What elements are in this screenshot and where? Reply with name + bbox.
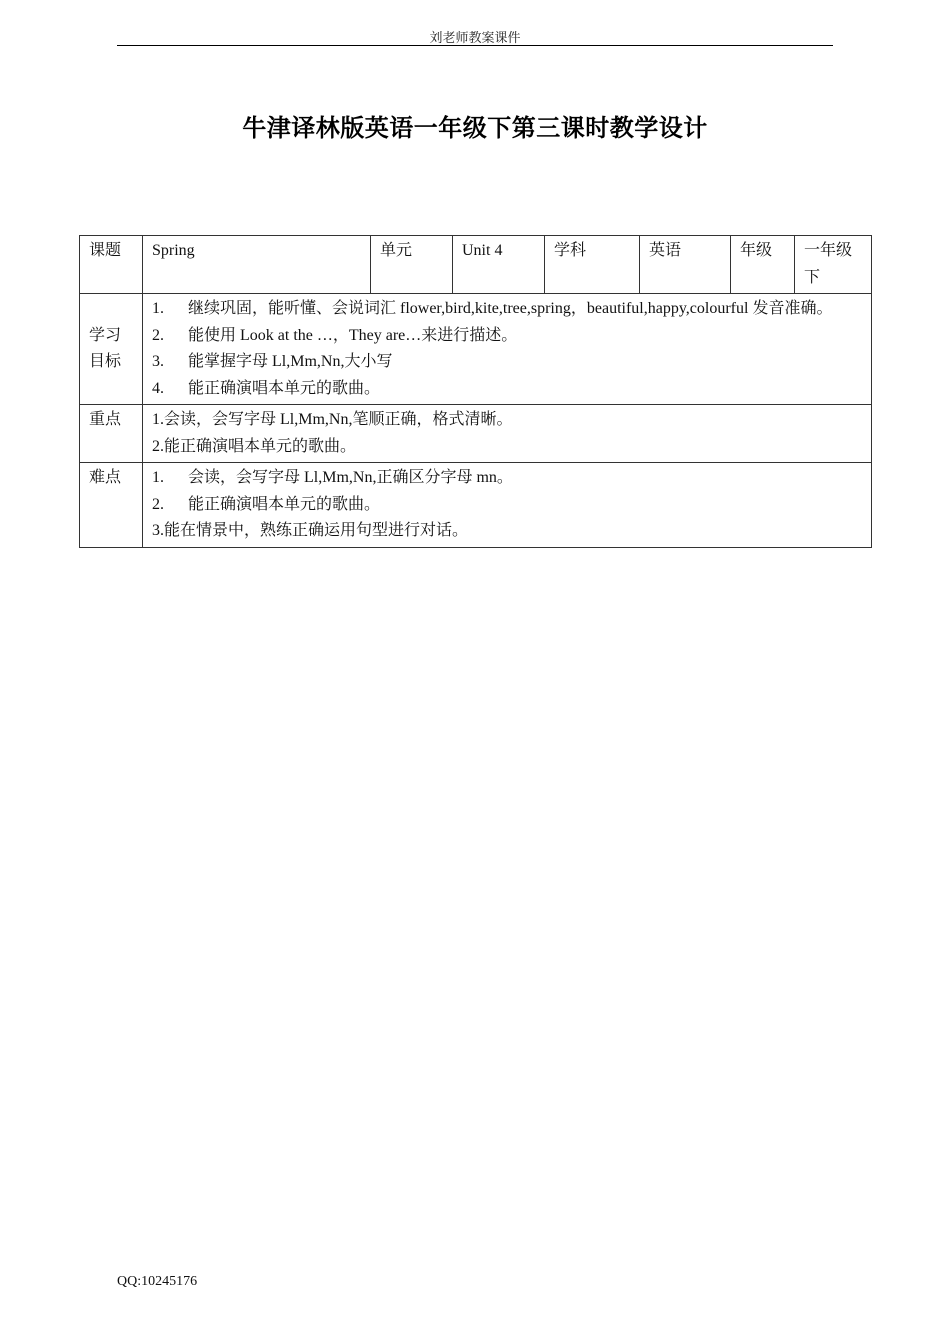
difficulties-content xyxy=(143,463,872,548)
subject-label: 学科 xyxy=(545,236,640,294)
header-rule xyxy=(117,45,833,46)
unit-value: Unit 4 xyxy=(453,236,545,294)
table-row xyxy=(80,236,872,294)
list-item: 2.能正确演唱本单元的歌曲。 xyxy=(152,437,357,455)
item-text: 能掌握字母 Ll,Mm,Nn,大小写 xyxy=(188,353,393,370)
key-points-content xyxy=(143,405,872,463)
item-text: 能使用 Look at the …，They are…来进行描述。 xyxy=(188,326,518,344)
item-number: 1. xyxy=(152,300,164,317)
list-item xyxy=(152,492,862,519)
document-title: 牛津译林版英语一年级下第三课时教学设计 xyxy=(242,114,708,142)
difficulties-label: 难点 xyxy=(80,463,143,548)
topic-value: Spring xyxy=(143,236,371,294)
item-number: 3. xyxy=(152,353,164,370)
list-item xyxy=(152,349,862,376)
table-row xyxy=(80,405,872,463)
item-text: 能正确演唱本单元的歌曲。 xyxy=(188,495,381,513)
table-row xyxy=(80,463,872,548)
item-number: 2. xyxy=(152,495,164,513)
item-text: 继续巩固，能听懂、会说词汇 flower,bird,kite,tree,spring，beautiful,happy,colourful 发音准确。 xyxy=(188,300,833,317)
unit-label: 单元 xyxy=(371,236,453,294)
grade-label: 年级 xyxy=(731,236,795,294)
item-text: 会读，会写字母 Ll,Mm,Nn,正确区分字母 mn。 xyxy=(188,469,513,486)
objectives-label: 学习目标 xyxy=(80,294,143,405)
grade-value: 一年级下 xyxy=(795,236,872,294)
item-number: 2. xyxy=(152,326,164,344)
subject-value: 英语 xyxy=(640,236,731,294)
list-item: 1.会读，会写字母 Ll,Mm,Nn,笔顺正确，格式清晰。 xyxy=(152,411,513,428)
item-text: 能正确演唱本单元的歌曲。 xyxy=(188,379,381,397)
item-number: 1. xyxy=(152,469,164,486)
page-footer: QQ:10245176 xyxy=(117,1274,198,1289)
list-item xyxy=(152,296,862,323)
key-points-label: 重点 xyxy=(80,405,143,463)
list-item: 3.能在情景中，熟练正确运用句型进行对话。 xyxy=(152,522,469,539)
topic-label: 课题 xyxy=(80,236,143,294)
page-header: 刘老师教案课件 xyxy=(429,30,521,45)
item-number: 4. xyxy=(152,379,164,397)
objectives-content xyxy=(143,294,872,405)
list-item xyxy=(152,376,862,403)
list-item xyxy=(152,323,862,350)
table-row xyxy=(80,294,872,405)
list-item xyxy=(152,465,862,492)
lesson-plan-table xyxy=(79,235,872,548)
